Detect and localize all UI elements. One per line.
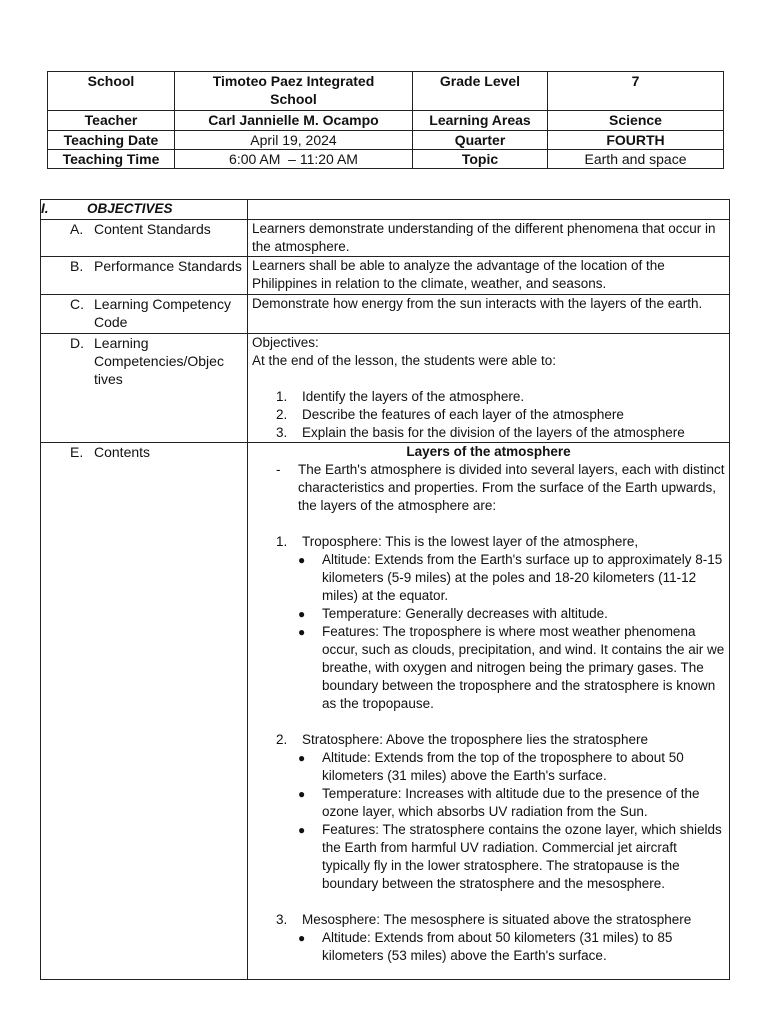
topic-value: Earth and space [548,150,724,169]
performance-standards-text: Learners shall be able to analyze the advantage of the location of the Philippines in relation to the climate, weather, and seasons. [248,257,730,295]
quarter-value: FOURTH [548,131,724,150]
performance-standards-letter: B. [70,258,84,274]
learning-areas-label: Learning Areas [413,111,548,131]
list-item: 3. Explain the basis for the division of the layers of the atmosphere [276,425,685,440]
topic-label: Topic [413,150,548,169]
objectives-intro-1: Objectives: [252,335,319,350]
school-label: School [48,72,175,111]
quarter-label: Quarter [413,131,548,150]
lesson-info-table [47,71,724,169]
layer-troposphere: 1. Troposphere: This is the lowest layer of the atmosphere, ● Altitude: Extends from the Earth's surface up to approximately 8-15 kilometers (5-9 miles) at the poles and 18-20 kilometers (11-12 miles) at the equator. ● Temperature: Generally decreases with altitude. ● Features: The troposphere is where most weather phenomena occur, such as clouds, precipitation, and wind. It contains the air we breathe, with oxygen and nitrogen being the primary gases. The boundary between the troposphere and the stratosphere is known as the tropopause. [252,533,725,713]
layer-heading: Troposphere: This is the lowest layer of the atmosphere, [302,534,639,549]
school-value-line1: Timoteo Paez Integrated [212,73,375,89]
section-title: OBJECTIVES [87,201,173,216]
list-item: ● Features: The stratosphere contains the ozone layer, which shields the Earth from harmful UV radiation. Commercial jet aircraft typically fly in the lower stratosphere. The stratopause is the boundary between the stratosphere and the mesosphere. [298,822,722,891]
competency-code-letter: C. [70,296,84,312]
competency-code-text: Demonstrate how energy from the sun interacts with the layers of the earth. [248,295,730,334]
contents-cell [248,443,730,980]
competencies-objectives-label: Learning Competencies/Objec tives [94,335,224,387]
teacher-value: Carl Jannielle M. Ocampo [175,111,413,131]
content-standards-letter: A. [70,221,84,237]
performance-standards-label: Performance Standards [94,258,242,274]
teaching-time-value: 6:00 AM – 11:20 AM [175,150,413,169]
layer-heading: Mesosphere: The mesosphere is situated above the stratosphere [302,912,692,927]
list-item: 1. Identify the layers of the atmosphere. [276,389,525,404]
content-standards-text: Learners demonstrate understanding of the different phenomena that occur in the atmosphere. [248,220,730,257]
competency-code-label: Learning Competency Code [94,296,231,330]
contents-letter: E. [70,444,84,460]
list-item: ● Temperature: Generally decreases with altitude. [298,606,608,621]
school-value-line2: School [270,91,317,107]
teaching-date-label: Teaching Date [48,131,175,150]
layer-heading: Stratosphere: Above the troposphere lies the stratosphere [302,732,648,747]
objectives-list [252,388,725,442]
teaching-date-value: April 19, 2024 [175,131,413,150]
layer-mesosphere: 3. Mesosphere: The mesosphere is situated above the stratosphere ● Altitude: Extends from about 50 kilometers (31 miles) to 85 kilometers (53 miles) above the Earth's surface. [252,911,725,965]
list-item: ● Features: The troposphere is where most weather phenomena occur, such as clouds, precipitation, and wind. It contains the air we breathe, with oxygen and nitrogen being the primary gases. The boundary between the troposphere and the stratosphere is known as the tropopause. [298,624,725,711]
section-number: I. [41,201,49,216]
list-item: ● Altitude: Extends from the top of the troposphere to about 50 kilometers (31 miles) above the Earth's surface. [298,750,684,783]
grade-level-value: 7 [548,72,724,111]
competencies-objectives-cell [248,334,730,443]
learning-areas-value: Science [548,111,724,131]
layer-stratosphere: 2. Stratosphere: Above the troposphere lies the stratosphere ● Altitude: Extends from the top of the troposphere to about 50 kilometers (31 miles) above the Earth's surface. ● Temperature: Increases with altitude due to the presence of the ozone layer, which absorbs UV radiation from the Sun. ● Features: The stratosphere contains the ozone layer, which shields the Earth from harmful UV radiation. Commercial jet aircraft typically fly in the lower stratosphere. The stratopause is the boundary between the stratosphere and the mesosphere. [252,731,725,893]
list-item: ● Altitude: Extends from about 50 kilometers (31 miles) to 85 kilometers (53 miles) above the Earth's surface. [298,930,673,963]
contents-intro: The Earth's atmosphere is divided into several layers, each with distinct characteristics and properties. From the surface of the Earth upwards, the layers of the atmosphere are: [298,462,725,513]
list-item: 2. Describe the features of each layer of the atmosphere [276,407,624,422]
school-value [175,72,413,111]
section-header-blank [248,200,730,220]
content-standards-label: Content Standards [94,221,211,237]
section-header [41,200,248,220]
teacher-label: Teacher [48,111,175,131]
objectives-table [40,199,730,980]
performance-standards-label-cell [41,257,248,295]
objectives-intro-2: At the end of the lesson, the students were able to: [252,353,556,368]
dash-marker: - [276,462,281,477]
contents-title: Layers of the atmosphere [406,444,571,459]
contents-label: Contents [94,444,151,460]
competency-code-label-cell [41,295,248,334]
contents-label-cell [41,443,248,980]
list-item: ● Temperature: Increases with altitude due to the presence of the ozone layer, which absorbs UV radiation from the Sun. [298,786,700,819]
content-standards-label-cell [41,220,248,257]
teaching-time-label: Teaching Time [48,150,175,169]
grade-level-label: Grade Level [413,72,548,111]
list-item: ● Altitude: Extends from the Earth's surface up to approximately 8-15 kilometers (5-9 miles) at the poles and 18-20 kilometers (11-12 miles) at the equator. [298,552,723,603]
competencies-objectives-letter: D. [70,335,84,351]
competencies-objectives-label-cell [41,334,248,443]
